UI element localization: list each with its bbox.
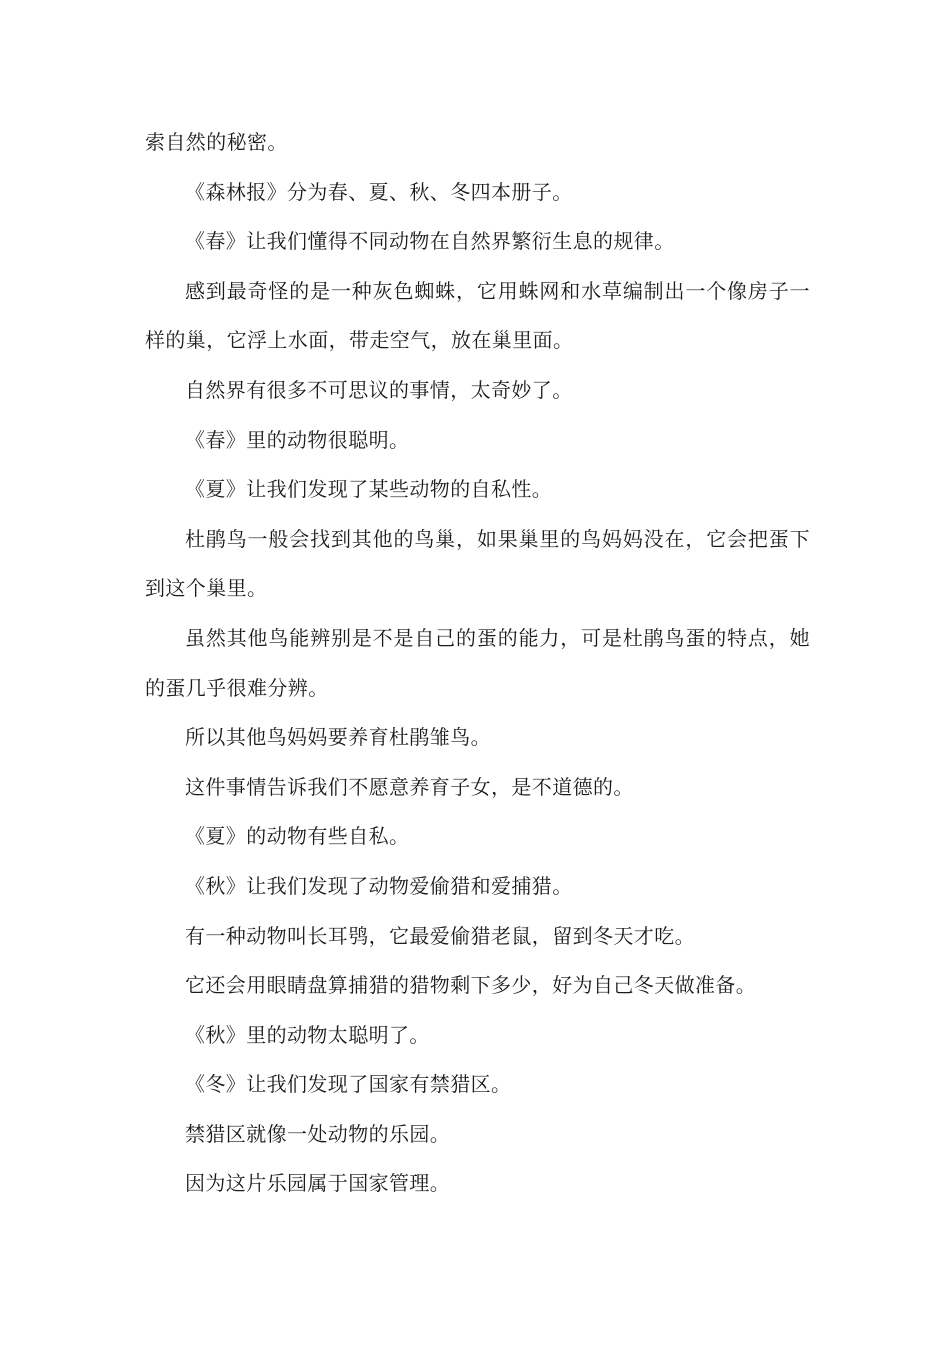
paragraph-4: 感到最奇怪的是一种灰色蜘蛛，它用蛛网和水草编制出一个像房子一样的巢，它浮上水面，带走空气，放在巢里面。	[145, 278, 810, 353]
paragraph-18: 禁猎区就像一处动物的乐园。	[185, 1121, 451, 1146]
paragraph-14: 有一种动物叫长耳鸮，它最爱偷猎老鼠，留到冬天才吃。	[185, 923, 695, 948]
paragraph-16: 《秋》里的动物太聪明了。	[185, 1022, 430, 1047]
paragraph-17: 《冬》让我们发现了国家有禁猎区。	[185, 1072, 512, 1097]
paragraph-7: 《夏》让我们发现了某些动物的自私性。	[185, 477, 553, 502]
document-body	[145, 118, 810, 1209]
paragraph-11: 这件事情告诉我们不愿意养育子女，是不道德的。	[185, 774, 634, 799]
paragraph-9: 虽然其他鸟能辨别是不是自己的蛋的能力，可是杜鹃鸟蛋的特点，她的蛋几乎很难分辨。	[145, 625, 810, 700]
paragraph-6: 《春》里的动物很聪明。	[185, 427, 410, 452]
paragraph-12: 《夏》的动物有些自私。	[185, 824, 410, 849]
paragraph-19: 因为这片乐园属于国家管理。	[185, 1171, 451, 1196]
paragraph-8: 杜鹃鸟一般会找到其他的鸟巢，如果巢里的鸟妈妈没在，它会把蛋下到这个巢里。	[145, 526, 810, 601]
paragraph-15: 它还会用眼睛盘算捕猎的猎物剩下多少，好为自己冬天做准备。	[185, 973, 757, 998]
paragraph-2: 《森林报》分为春、夏、秋、冬四本册子。	[185, 179, 573, 204]
paragraph-13: 《秋》让我们发现了动物爱偷猎和爱捕猎。	[185, 873, 573, 898]
paragraph-1: 索自然的秘密。	[145, 130, 288, 154]
paragraph-10: 所以其他鸟妈妈要养育杜鹃雏鸟。	[185, 725, 491, 750]
paragraph-5: 自然界有很多不可思议的事情，太奇妙了。	[185, 377, 573, 402]
paragraph-3: 《春》让我们懂得不同动物在自然界繁衍生息的规律。	[185, 229, 675, 254]
